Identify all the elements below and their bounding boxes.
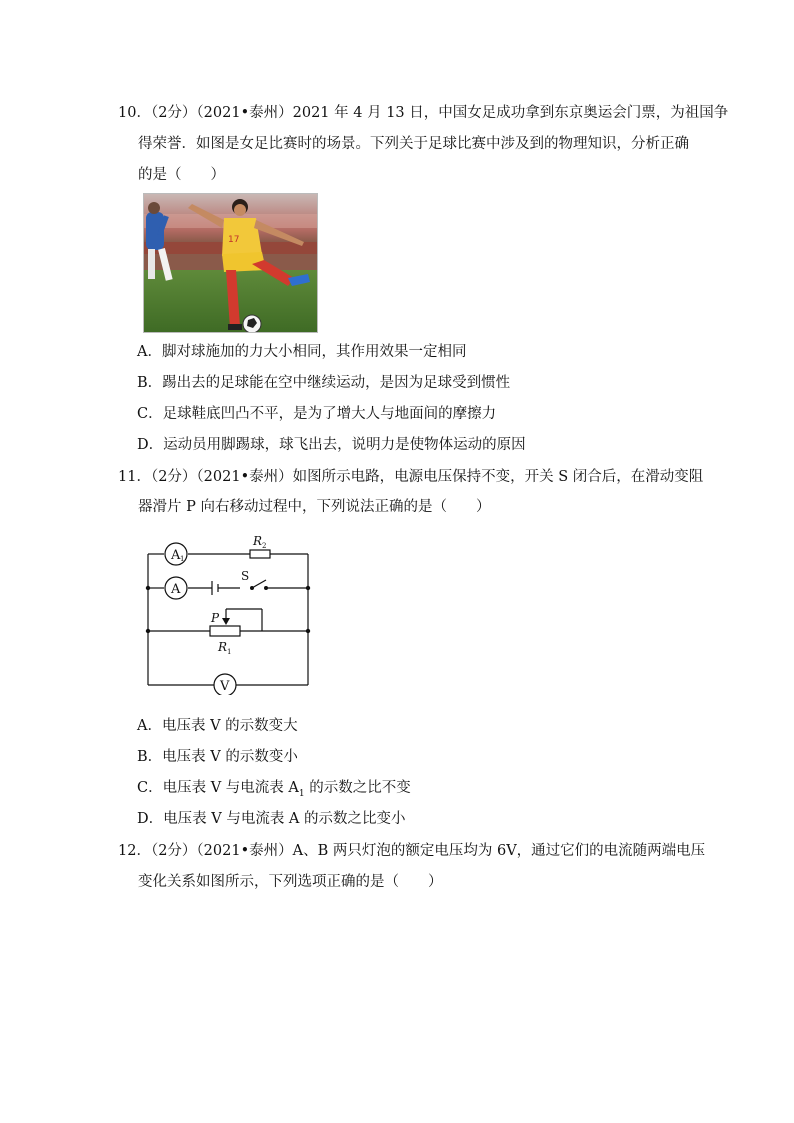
q10-line-3: 的是（ ） xyxy=(138,167,225,183)
r1-label: R xyxy=(218,640,228,654)
jersey-number: 17 xyxy=(228,235,240,245)
circuit-diagram xyxy=(140,530,320,695)
q11-line-1: 11．（2分）（2021•泰州）如图所示电路，电源电压保持不变，开关 S 闭合后，在滑动变阻 xyxy=(118,469,704,485)
r1-sub: 1 xyxy=(227,648,232,656)
voltmeter-label: V xyxy=(220,679,230,694)
q11-option-c-sub: 1 xyxy=(298,788,305,799)
ammeter-a1-sub: 1 xyxy=(180,555,185,563)
r2-label: R xyxy=(253,534,263,548)
q11-option-b: B．电压表 V 的示数变小 xyxy=(137,749,298,765)
switch-label: S xyxy=(241,569,250,583)
q12-line-2: 变化关系如图所示，下列选项正确的是（ ） xyxy=(138,874,443,890)
q12-line-1: 12．（2分）（2021•泰州）A、B 两只灯泡的额定电压均为 6V，通过它们的电流随两端电压 xyxy=(118,843,706,859)
q11-option-c-suffix: 的示数之比不变 xyxy=(304,780,411,796)
q11-line-2: 器滑片 P 向右移动过程中，下列说法正确的是（ ） xyxy=(138,499,491,515)
r2-sub: 2 xyxy=(262,542,267,550)
q11-option-d: D．电压表 V 与电流表 A 的示数之比变小 xyxy=(137,811,406,827)
q10-option-c: C．足球鞋底凹凸不平，是为了增大人与地面间的摩擦力 xyxy=(137,406,497,422)
ammeter-a-label: A xyxy=(171,582,181,597)
q11-option-c xyxy=(137,778,411,804)
q10-line-2: 得荣誉．如图是女足比赛时的场景。下列关于足球比赛中涉及到的物理知识，分析正确 xyxy=(138,136,689,152)
ammeter-a1-label: A xyxy=(171,548,181,563)
q10-option-d: D．运动员用脚踢球，球飞出去，说明力是使物体运动的原因 xyxy=(137,437,526,453)
q10-option-a: A．脚对球施加的力大小相同，其作用效果一定相同 xyxy=(137,344,467,360)
slider-label: P xyxy=(211,611,220,625)
soccer-photo-drawing xyxy=(144,194,317,332)
soccer-photo xyxy=(143,193,318,333)
q11-option-a: A．电压表 V 的示数变大 xyxy=(137,718,298,734)
resistor-r2 xyxy=(250,550,270,558)
q10-option-b: B．踢出去的足球能在空中继续运动，是因为足球受到惯性 xyxy=(137,375,511,391)
q10-line-1: 10．（2分）（2021•泰州）2021 年 4 月 13 日，中国女足成功拿到东京奥运会门票，为祖国争 xyxy=(118,105,729,121)
resistor-r1 xyxy=(210,626,240,636)
q11-option-c-prefix: C．电压表 V 与电流表 A xyxy=(137,780,299,796)
